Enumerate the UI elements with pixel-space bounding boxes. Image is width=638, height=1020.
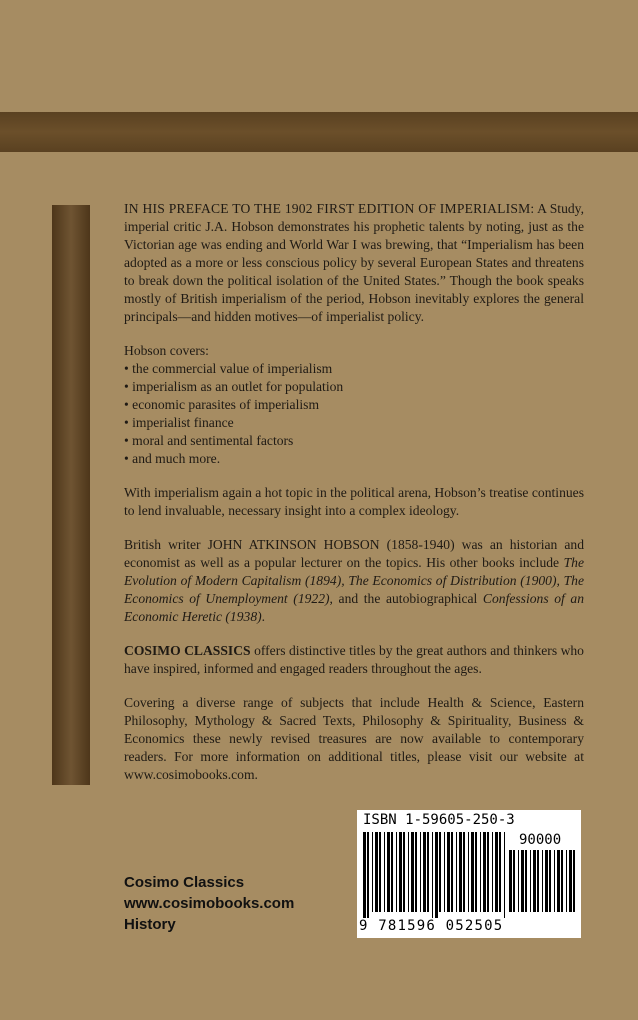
covers-heading: Hobson covers:: [124, 343, 209, 358]
publisher-website: www.cosimobooks.com: [124, 895, 295, 912]
barcode-bar: [545, 850, 548, 912]
barcode-bar: [561, 850, 563, 912]
barcode-bar: [367, 832, 369, 918]
publisher-name: Cosimo Classics: [124, 874, 245, 891]
barcode-bar: [487, 832, 489, 912]
barcode-bar: [483, 832, 486, 912]
barcode-bar: [557, 850, 560, 912]
barcode-bar: [463, 832, 465, 912]
barcode-bar: [492, 832, 493, 912]
covering-paragraph: Covering a diverse range of subjects that include Health & Science, Eastern Philosophy, Mythology & Sacred Texts, Philosophy & Spirituality, Business & Economics these newly revised treasures are now available to contemporary readers. For more information on additional titles, please visit our website at www.cosimobooks.com.: [124, 695, 584, 782]
barcode-bar: [573, 850, 575, 912]
barcode-bar: [459, 832, 462, 912]
topic-paragraph: With imperialism again a hot topic in the political arena, Hobson’s treatise continues to lend invaluable, necessary insight into a complex ideology.: [124, 485, 584, 518]
cosimo-brand: COSIMO CLASSICS: [124, 643, 251, 658]
barcode-bar: [403, 832, 405, 912]
barcode-bar: [387, 832, 390, 912]
author-and-text: , and the autobiographical: [329, 591, 483, 606]
publisher-category: History: [124, 916, 176, 933]
back-cover-text: [124, 200, 584, 800]
barcode-bar: [396, 832, 397, 912]
barcode-bar: [432, 832, 433, 918]
barcode-bar: [504, 832, 505, 918]
barcode-bar: [420, 832, 421, 912]
covers-list: [124, 342, 584, 468]
cosimo-paragraph: [124, 642, 584, 678]
barcode-bar: [456, 832, 457, 912]
barcode-bar: [569, 850, 572, 912]
barcode-bar: [411, 832, 414, 912]
barcode-bar: [533, 850, 536, 912]
barcode-bar: [427, 832, 429, 912]
barcode-bar: [480, 832, 481, 912]
barcode-bar: [423, 832, 426, 912]
list-item: • the commercial value of imperialism: [124, 361, 333, 376]
isbn-barcode: [357, 810, 581, 938]
author-prefix: British writer: [124, 537, 208, 552]
barcode-bar: [513, 850, 515, 912]
author-autobiography-title: Confessions of an Economic Heretic (1938): [124, 591, 584, 624]
list-item: • economic parasites of imperialism: [124, 397, 320, 412]
publisher-info: [124, 872, 294, 935]
barcode-bar: [379, 832, 381, 912]
list-item: • imperialism as an outlet for population: [124, 379, 344, 394]
author-middle: (1858-1940) was an historian and economist as well as a popular lecturer on the topics. His other books include: [124, 537, 584, 570]
intro-paragraph: [124, 200, 584, 326]
list-item: • imperialist finance: [124, 415, 234, 430]
author-name: JOHN ATKINSON HOBSON: [207, 537, 380, 552]
ean-digits: 9 781596 052505: [359, 918, 504, 934]
price-code: 90000: [519, 832, 562, 848]
barcode-bar: [363, 832, 366, 918]
barcode-bar: [549, 850, 551, 912]
side-decorative-bar: [52, 205, 90, 785]
barcode-bar: [468, 832, 469, 912]
barcode-bar: [372, 832, 373, 912]
barcode-bar: [525, 850, 527, 912]
list-item: • and much more.: [124, 451, 221, 466]
barcode-bar: [499, 832, 501, 912]
barcode-bar: [375, 832, 378, 912]
barcode-bar: [475, 832, 477, 912]
barcode-bar: [415, 832, 417, 912]
author-paragraph: [124, 536, 584, 626]
barcode-bar: [391, 832, 393, 912]
price-barcode-bars: [509, 850, 575, 918]
barcode-bar: [495, 832, 498, 912]
barcode-bar: [521, 850, 524, 912]
barcode-bar: [447, 832, 450, 912]
barcode-bar: [542, 850, 543, 912]
author-end: .: [261, 609, 266, 624]
barcode-bar: [509, 850, 512, 912]
barcode-bar: [439, 832, 441, 912]
cosimo-text: offers distinctive titles by the great authors and thinkers who have inspired, informed and engaged readers throughout the ages.: [124, 643, 584, 676]
barcode-bar: [554, 850, 555, 912]
barcode-bar: [518, 850, 519, 912]
barcode-bar: [444, 832, 445, 912]
barcode-bar: [451, 832, 453, 912]
top-decorative-band: [0, 112, 638, 152]
list-item: • moral and sentimental factors: [124, 433, 294, 448]
ean-barcode-bars: [363, 832, 505, 918]
barcode-bar: [471, 832, 474, 912]
isbn-label: ISBN 1-59605-250-3: [363, 812, 515, 828]
intro-lead: IN HIS PREFACE TO THE 1902 FIRST EDITION OF IMPERIALISM:: [124, 201, 535, 216]
barcode-bar: [384, 832, 385, 912]
author-books-title: The Evolution of Modern Capitalism (1894), The Economics of Distribution (1900), The Economics of Unemployment (1922): [124, 555, 584, 606]
barcode-bar: [435, 832, 438, 918]
barcode-bar: [566, 850, 567, 912]
intro-text: A Study, imperial critic J.A. Hobson demonstrates his prophetic talents by noting, just as the Victorian age was ending and World War I was brewing, that “Imperialism has been adopted as a more or less conscious policy by several European States and threatens to break down the political isolation of the United States.” Though the book speaks mostly of British imperialism of the period, Hobson inevitably explores the general principals—and hidden motives—of imperialist policy.: [124, 201, 584, 324]
barcode-bar: [537, 850, 539, 912]
barcode-bar: [399, 832, 402, 912]
barcode-bar: [530, 850, 531, 912]
barcode-bar: [408, 832, 409, 912]
